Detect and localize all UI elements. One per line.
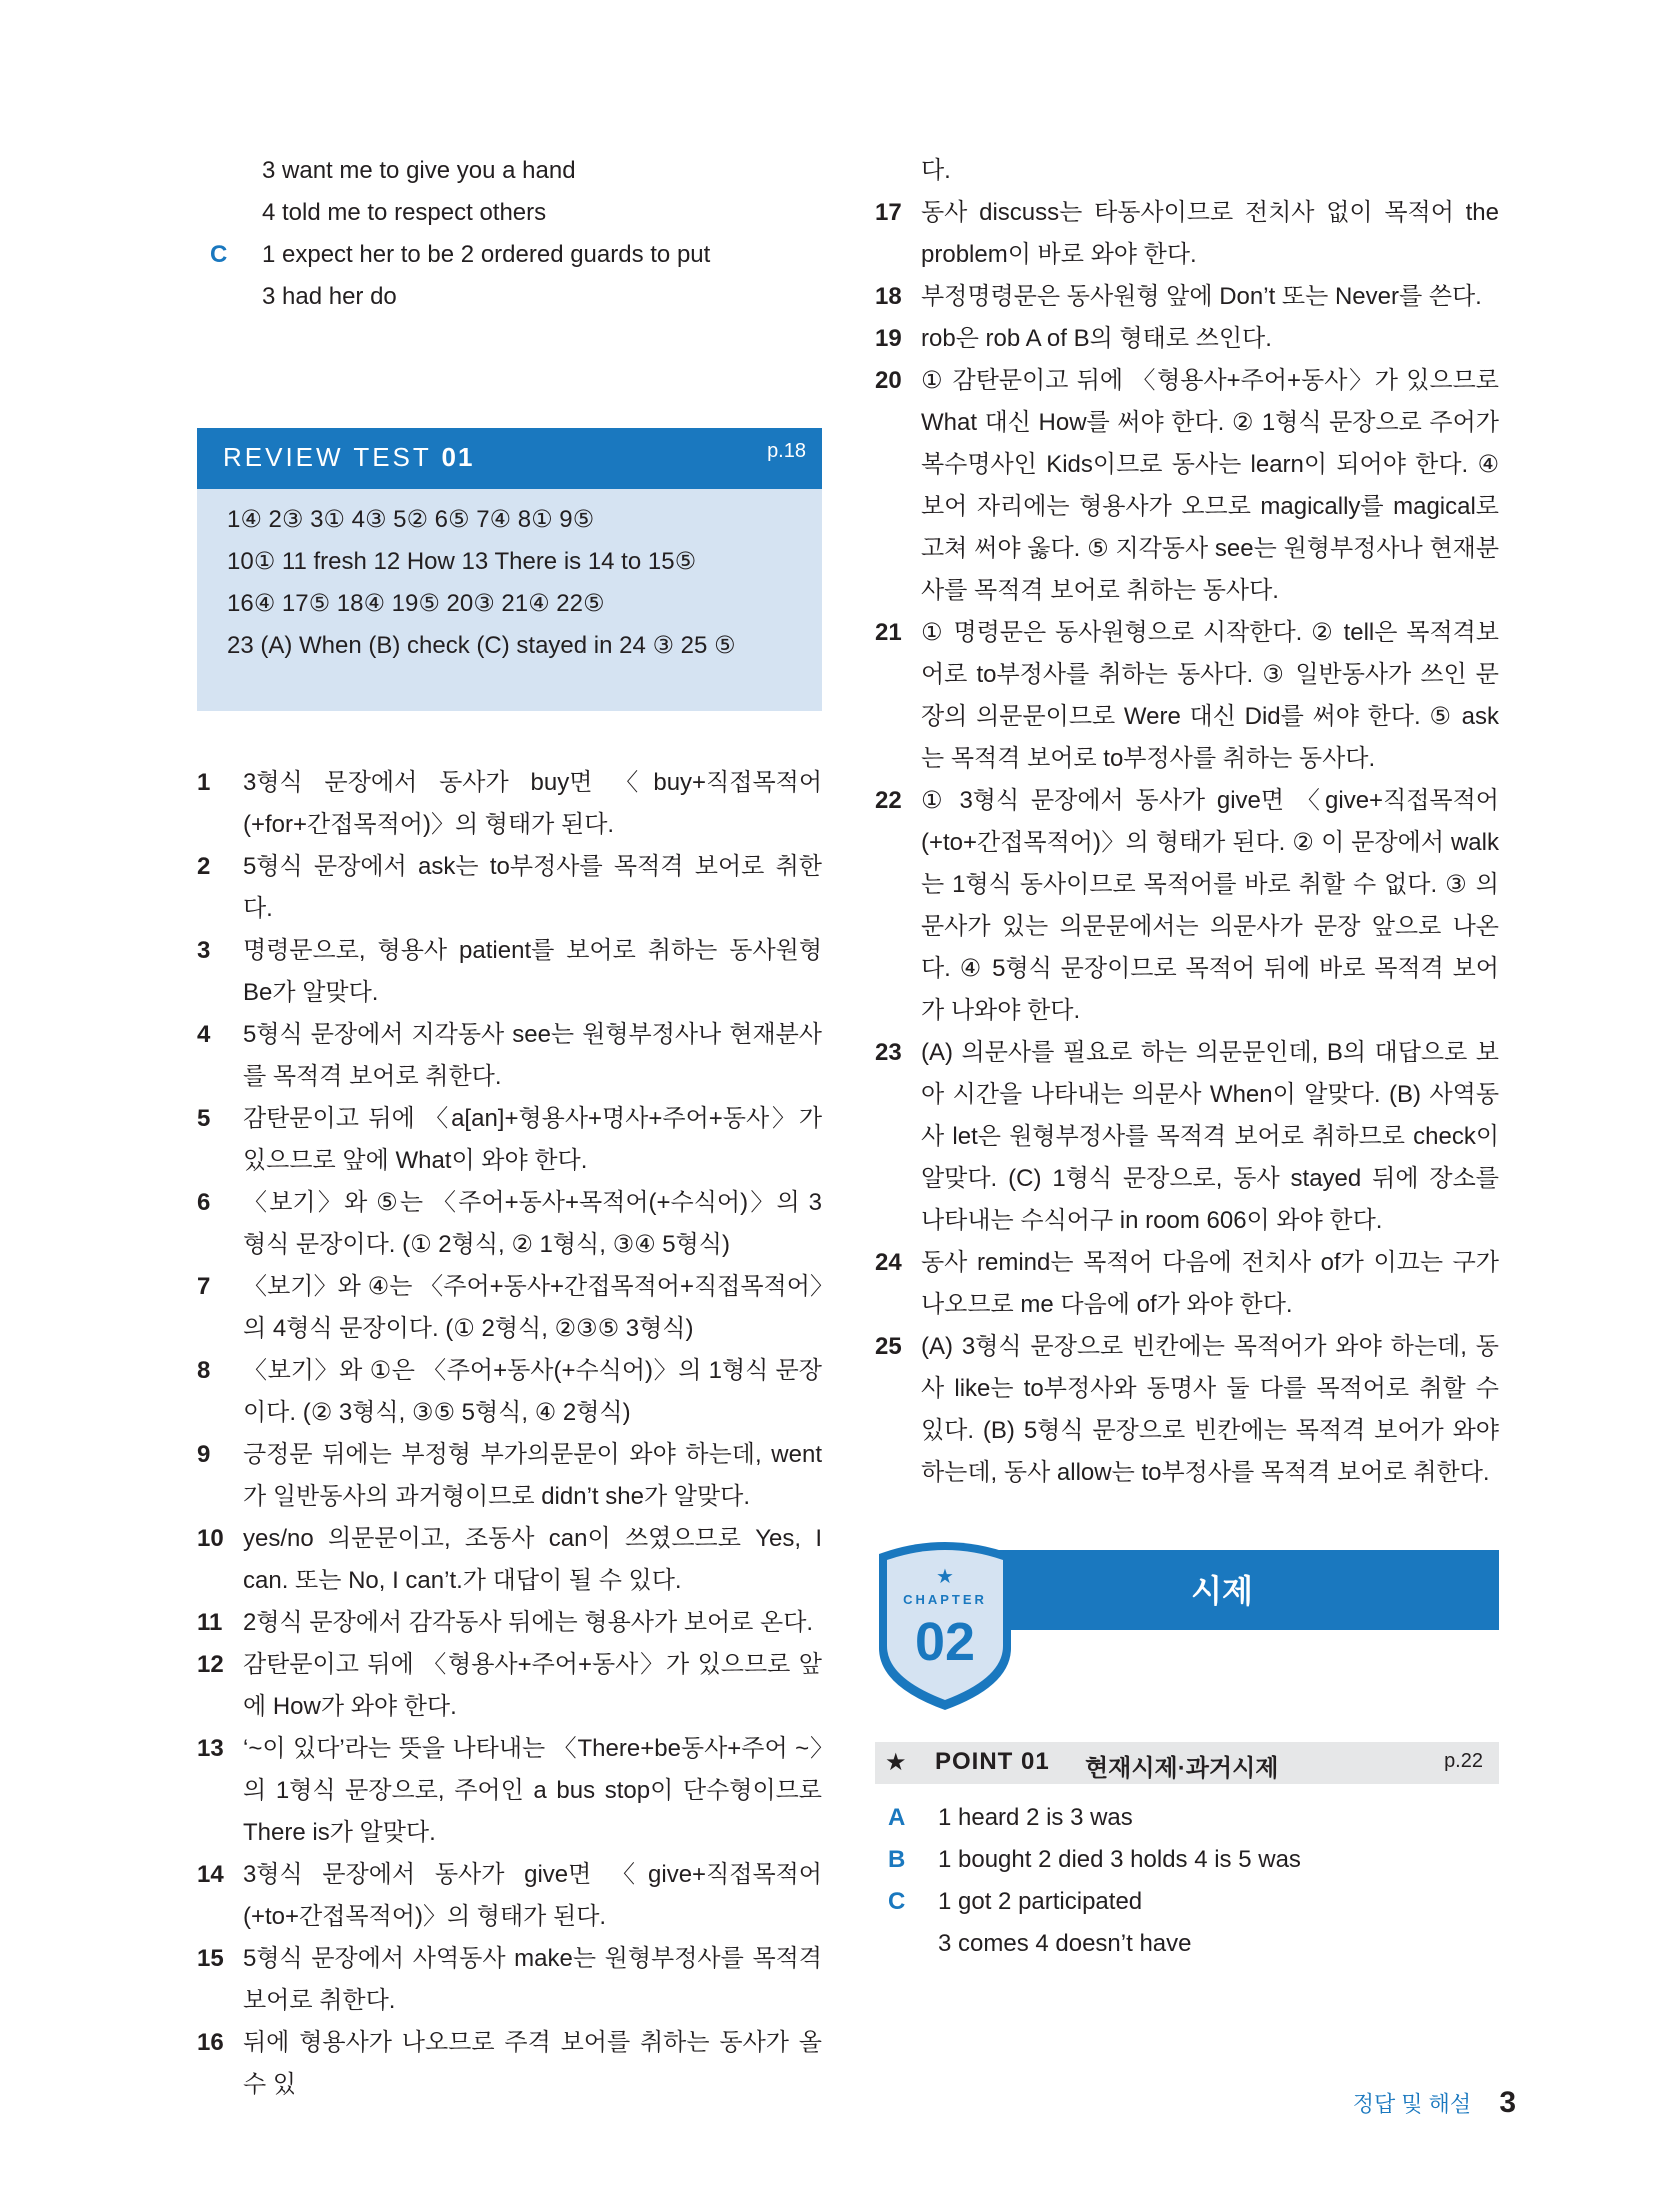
page-number: 3 — [1499, 2086, 1516, 2119]
explanation-number: 1 — [197, 769, 211, 796]
explanation-text: 명령문으로, 형용사 patient를 보어로 취하는 동사원형 Be가 알맞다. — [243, 937, 822, 1006]
answer-line — [210, 192, 810, 234]
point-answers — [888, 1797, 1488, 1965]
explanation-text: ① 3형식 문장에서 동사가 give면 〈give+직접목적어(+to+간접목적어)〉의 형태가 된다. ② 이 문장에서 walk는 1형식 동사이므로 목적어를 바로 취할 수 없다. ③ 의문사가 있는 의문문에서는 의문사가 문장 앞으로 나온다. ④ 5형식 문장이므로 목적어 뒤에 바로 목적격 보어가 나와야 한다. — [921, 787, 1499, 1024]
explanation-item — [197, 846, 822, 930]
top-answers — [210, 150, 810, 318]
explanation-number: 22 — [875, 787, 902, 814]
explanation-text: (A) 의문사를 필요로 하는 의문문인데, B의 대답으로 보아 시간을 나타내는 의문사 When이 알맞다. (B) 사역동사 let은 원형부정사를 목적격 보어로 취하므로 check이 알맞다. (C) 1형식 문장으로, 동사 stayed 뒤에 장소를 나타내는 수식어구 in room 606이 와야 한다. — [921, 1039, 1499, 1234]
explanation-number: 19 — [875, 325, 902, 352]
explanation-item — [197, 1518, 822, 1602]
explanation-text: 〈보기〉와 ⑤는 〈주어+동사+목적어(+수식어)〉의 3형식 문장이다. (① 2형식, ② 1형식, ③④ 5형식) — [243, 1189, 822, 1258]
point-header-bar — [875, 1742, 1499, 1784]
answer-content: 1 expect her to be 2 ordered guards to put — [262, 241, 711, 268]
explanation-text: 다. — [921, 157, 951, 184]
explanation-text: 부정명령문은 동사원형 앞에 Don’t 또는 Never를 쓴다. — [921, 283, 1482, 310]
explanation-item — [197, 1434, 822, 1518]
explanation-number: 10 — [197, 1525, 224, 1552]
explanation-text: ① 감탄문이고 뒤에 〈형용사+주어+동사〉가 있으므로 What 대신 How를 써야 한다. ② 1형식 문장으로 주어가 복수명사인 Kids이므로 동사는 learn이 되어야 한다. ④ 보어 자리에는 형용사가 오므로 magically를 magical로 고쳐 써야 옳다. ⑤ 지각동사 see는 원형부정사나 현재분사를 목적격 보어로 취하는 동사다. — [921, 367, 1499, 604]
explanation-number: 20 — [875, 367, 902, 394]
explanation-item — [875, 780, 1499, 1032]
explanation-number: 12 — [197, 1651, 224, 1678]
explanation-text: ‘~이 있다’라는 뜻을 나타내는 〈There+be동사+주어 ~〉의 1형식 문장으로, 주어인 a bus stop이 단수형이므로 There is가 알맞다. — [243, 1735, 822, 1846]
explanation-item — [197, 1938, 822, 2022]
review-test-title — [223, 442, 474, 473]
chapter-banner — [875, 1538, 1499, 1698]
footer-label: 정답 및 해설 — [1352, 2091, 1472, 2117]
explanation-text: 뒤에 형용사가 나오므로 주격 보어를 취하는 동사가 올 수 있 — [243, 2029, 822, 2098]
chapter-badge — [875, 1538, 1015, 1713]
point-title: 현재시제·과거시제 — [1085, 1755, 1279, 1782]
explanation-item — [197, 1602, 822, 1644]
explanation-text: ① 명령문은 동사원형으로 시작한다. ② tell은 목적격보어로 to부정사를 취하는 동사다. ③ 일반동사가 쓰인 문장의 의문문이므로 Were 대신 Did를 써야 한다. ⑤ ask는 목적격 보어로 to부정사를 취하는 동사다. — [921, 619, 1499, 772]
review-answer-line: 16④ 17⑤ 18④ 19⑤ 20③ 21④ 22⑤ — [227, 590, 605, 617]
explanation-item — [875, 612, 1499, 780]
explanation-text: (A) 3형식 문장으로 빈칸에는 목적어가 와야 하는데, 동사 like는 to부정사와 동명사 둘 다를 목적어로 취할 수 있다. (B) 5형식 문장으로 빈칸에는 목적격 보어가 와야 하는데, 동사 allow는 to부정사를 목적격 보어로 취한다. — [921, 1333, 1499, 1486]
explanation-item — [197, 1266, 822, 1350]
explanation-number: 17 — [875, 199, 902, 226]
answer-content: 3 comes 4 doesn’t have — [938, 1930, 1192, 1957]
explanation-item — [875, 1326, 1499, 1494]
explanation-item — [197, 762, 822, 846]
explanation-item — [197, 1014, 822, 1098]
explanation-text: 3형식 문장에서 동사가 buy면 〈buy+직접목적어(+for+간접목적어)〉의 형태가 된다. — [243, 769, 822, 838]
explanation-number: 5 — [197, 1105, 211, 1132]
review-test-header — [197, 428, 822, 489]
explanation-number: 24 — [875, 1249, 902, 1276]
answer-content: 3 want me to give you a hand — [262, 157, 576, 184]
explanation-item — [197, 1098, 822, 1182]
answer-line — [888, 1881, 1488, 1923]
answer-letter: C — [210, 241, 228, 268]
explanations-left — [197, 762, 822, 2106]
explanation-item — [875, 192, 1499, 276]
explanation-text: 5형식 문장에서 사역동사 make는 원형부정사를 목적격 보어로 취한다. — [243, 1945, 822, 2014]
explanation-number: 18 — [875, 283, 902, 310]
explanations-right — [875, 150, 1499, 1494]
explanation-item — [875, 1032, 1499, 1242]
explanation-number: 21 — [875, 619, 902, 646]
explanation-item — [197, 1350, 822, 1434]
explanation-item — [875, 276, 1499, 318]
explanation-item — [197, 1644, 822, 1728]
chapter-title-bar — [945, 1550, 1499, 1630]
explanation-text: 5형식 문장에서 지각동사 see는 원형부정사나 현재분사를 목적격 보어로 취한다. — [243, 1021, 822, 1090]
answer-line — [210, 276, 810, 318]
explanation-item — [197, 1182, 822, 1266]
explanation-number: 8 — [197, 1357, 211, 1384]
star-icon: ★ — [885, 1749, 907, 1776]
answer-letter: C — [888, 1888, 906, 1915]
explanation-text: 동사 discuss는 타동사이므로 전치사 없이 목적어 the problem이 바로 와야 한다. — [921, 199, 1499, 268]
answer-letter: B — [888, 1846, 906, 1873]
explanation-number: 6 — [197, 1189, 211, 1216]
chapter-number: 02 — [914, 1612, 976, 1672]
explanation-item — [875, 1242, 1499, 1326]
explanation-number: 13 — [197, 1735, 224, 1762]
point-page-ref: p.22 — [1444, 1750, 1483, 1772]
explanation-text: rob은 rob A of B의 형태로 쓰인다. — [921, 325, 1272, 352]
answer-content: 1 bought 2 died 3 holds 4 is 5 was — [938, 1846, 1301, 1873]
explanation-number: 23 — [875, 1039, 902, 1066]
explanation-text: 2형식 문장에서 감각동사 뒤에는 형용사가 보어로 온다. — [243, 1609, 814, 1636]
star-icon: ★ — [936, 1564, 954, 1588]
chapter-title: 시제 — [1191, 1573, 1253, 1609]
review-answer-line: 1④ 2③ 3① 4③ 5② 6⑤ 7④ 8① 9⑤ — [227, 506, 595, 533]
explanation-number: 3 — [197, 937, 211, 964]
explanation-text: 5형식 문장에서 ask는 to부정사를 목적격 보어로 취한다. — [243, 853, 822, 922]
review-test-title-text: REVIEW TEST — [223, 442, 432, 472]
answer-content: 1 heard 2 is 3 was — [938, 1804, 1133, 1831]
explanation-text: 감탄문이고 뒤에 〈a[an]+형용사+명사+주어+동사〉가 있으므로 앞에 What이 와야 한다. — [243, 1105, 822, 1174]
review-test-number: 01 — [441, 442, 475, 472]
explanation-text: 긍정문 뒤에는 부정형 부가의문문이 와야 하는데, went가 일반동사의 과거형이므로 didn’t she가 알맞다. — [243, 1441, 822, 1510]
explanation-item — [197, 1854, 822, 1938]
explanation-item — [197, 930, 822, 1014]
explanation-text: 감탄문이고 뒤에 〈형용사+주어+동사〉가 있으므로 앞에 How가 와야 한다. — [243, 1651, 822, 1720]
answer-line — [888, 1797, 1488, 1839]
chapter-label: CHAPTER — [903, 1592, 987, 1607]
answer-line — [210, 234, 810, 276]
explanation-number: 7 — [197, 1273, 211, 1300]
answer-letter: A — [888, 1804, 906, 1831]
explanation-text: 〈보기〉와 ④는 〈주어+동사+간접목적어+직접목적어〉의 4형식 문장이다. (① 2형식, ②③⑤ 3형식) — [243, 1273, 822, 1342]
review-test-page-ref: p.18 — [767, 440, 806, 462]
explanation-number: 16 — [197, 2029, 224, 2056]
explanation-item — [875, 318, 1499, 360]
explanation-number: 4 — [197, 1021, 211, 1048]
answer-content: 3 had her do — [262, 283, 397, 310]
explanation-number: 15 — [197, 1945, 224, 1972]
answer-content: 1 got 2 participated — [938, 1888, 1143, 1915]
explanation-text: 〈보기〉와 ①은 〈주어+동사(+수식어)〉의 1형식 문장이다. (② 3형식, ③⑤ 5형식, ④ 2형식) — [243, 1357, 822, 1426]
explanation-number: 11 — [197, 1609, 223, 1636]
answer-line — [210, 150, 810, 192]
explanation-text: yes/no 의문문이고, 조동사 can이 쓰였으므로 Yes, I can. 또는 No, I can’t.가 대답이 될 수 있다. — [243, 1525, 822, 1594]
review-answer-line: 10① 11 fresh 12 How 13 There is 14 to 15⑤ — [227, 548, 697, 575]
explanation-number: 2 — [197, 853, 211, 880]
review-test-box — [197, 428, 822, 711]
explanation-number: 25 — [875, 1333, 902, 1360]
explanation-text: 3형식 문장에서 동사가 give면 〈give+직접목적어(+to+간접목적어)〉의 형태가 된다. — [243, 1861, 822, 1930]
explanation-number: 9 — [197, 1441, 211, 1468]
explanation-text: 동사 remind는 목적어 다음에 전치사 of가 이끄는 구가 나오므로 me 다음에 of가 와야 한다. — [921, 1249, 1499, 1318]
explanation-item — [875, 150, 1499, 192]
explanation-item — [875, 360, 1499, 612]
review-answer-line: 23 (A) When (B) check (C) stayed in 24 ③ 25 ⑤ — [227, 632, 736, 659]
review-test-answers — [197, 489, 822, 711]
explanation-number: 14 — [197, 1861, 224, 1888]
point-label: POINT 01 — [935, 1748, 1050, 1775]
answer-content: 4 told me to respect others — [262, 199, 547, 226]
explanation-item — [197, 1728, 822, 1854]
explanation-item — [197, 2022, 822, 2106]
answer-line — [888, 1839, 1488, 1881]
answer-line — [888, 1923, 1488, 1965]
page-footer — [1353, 2086, 1516, 2120]
